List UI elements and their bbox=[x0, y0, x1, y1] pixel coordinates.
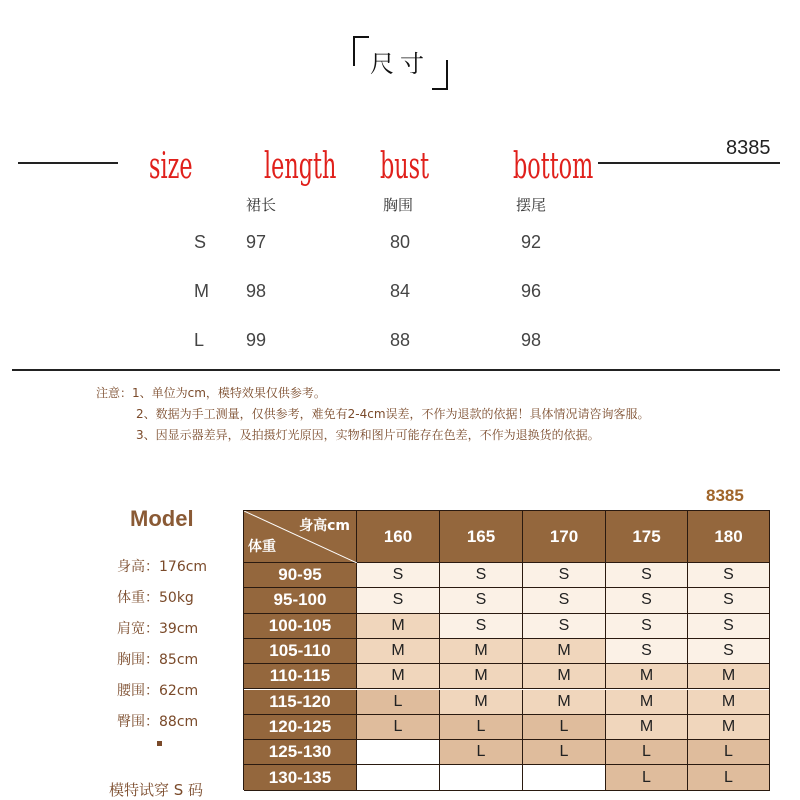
fit-size-cell: M bbox=[606, 664, 688, 689]
model-stat: 腰围：62cm bbox=[117, 683, 199, 699]
row-size: L bbox=[194, 330, 205, 350]
fit-size-cell: L bbox=[606, 740, 688, 765]
fit-size-cell: L bbox=[606, 765, 688, 790]
fit-size-cell: S bbox=[523, 614, 606, 639]
fit-size-cell bbox=[357, 740, 440, 765]
row-bottom: 92 bbox=[521, 232, 542, 252]
fit-size-cell: S bbox=[357, 588, 440, 613]
fit-size-cell: M bbox=[523, 690, 606, 715]
fit-size-cell: M bbox=[357, 639, 440, 664]
model-title: Model bbox=[130, 506, 194, 531]
fit-size-cell: S bbox=[606, 614, 688, 639]
weight-header: 120-125 bbox=[244, 715, 357, 740]
row-bust: 84 bbox=[390, 281, 411, 301]
row-size: M bbox=[194, 281, 209, 301]
fit-size-cell: L bbox=[523, 740, 606, 765]
model-try-on: 模特试穿 S 码 bbox=[109, 781, 204, 799]
fit-size-cell: M bbox=[440, 690, 523, 715]
model-stat: 身高：176cm bbox=[117, 559, 208, 575]
row-size: S bbox=[194, 232, 207, 252]
fit-size-cell: M bbox=[440, 639, 523, 664]
weight-header: 125-130 bbox=[244, 740, 357, 765]
divider-right bbox=[598, 162, 780, 164]
product-code-bottom: 8385 bbox=[706, 486, 744, 505]
fit-size-cell: M bbox=[440, 664, 523, 689]
fit-size-cell: S bbox=[523, 588, 606, 613]
model-stat: 胸围：85cm bbox=[117, 652, 199, 668]
model-stat: 肩宽：39cm bbox=[117, 621, 199, 637]
fit-size-cell: L bbox=[688, 765, 770, 790]
fit-size-cell: S bbox=[606, 639, 688, 664]
model-stat: 体重：50kg bbox=[117, 590, 194, 606]
fit-size-cell: S bbox=[688, 614, 770, 639]
fit-size-cell: M bbox=[357, 664, 440, 689]
row-bottom: 96 bbox=[521, 281, 542, 301]
fit-size-cell: L bbox=[357, 715, 440, 740]
fit-size-cell: M bbox=[523, 639, 606, 664]
weight-header: 105-110 bbox=[244, 639, 357, 664]
weight-header: 90-95 bbox=[244, 563, 357, 588]
fit-size-cell bbox=[523, 765, 606, 790]
page-title: 尺寸 bbox=[370, 50, 430, 78]
height-header: 165 bbox=[440, 511, 523, 563]
header-bust: bust bbox=[380, 146, 430, 187]
fit-size-cell: M bbox=[357, 614, 440, 639]
row-bust: 80 bbox=[390, 232, 411, 252]
corner-weight-label: 体重 bbox=[248, 539, 276, 555]
row-length: 99 bbox=[246, 330, 267, 350]
measurement-notes bbox=[96, 383, 650, 446]
weight-header: 95-100 bbox=[244, 588, 357, 613]
product-code-top: 8385 bbox=[726, 137, 771, 159]
fit-size-cell: M bbox=[606, 690, 688, 715]
header-size: size bbox=[149, 146, 193, 187]
weight-header: 100-105 bbox=[244, 614, 357, 639]
model-stats bbox=[117, 556, 207, 742]
row-bust: 88 bbox=[390, 330, 411, 350]
fit-size-cell: S bbox=[688, 588, 770, 613]
fit-size-cell: S bbox=[523, 563, 606, 588]
bullet-dot bbox=[157, 741, 162, 746]
height-header: 180 bbox=[688, 511, 770, 563]
size-fit-grid bbox=[243, 510, 770, 790]
table-bottom-divider bbox=[12, 369, 780, 371]
header-bottom: bottom bbox=[513, 146, 594, 187]
fit-size-cell: S bbox=[440, 614, 523, 639]
fit-size-cell: S bbox=[606, 588, 688, 613]
fit-size-cell: M bbox=[688, 690, 770, 715]
title-bracket-right bbox=[432, 60, 448, 90]
fit-size-cell: L bbox=[523, 715, 606, 740]
fit-size-cell: L bbox=[440, 740, 523, 765]
fit-size-cell: M bbox=[688, 715, 770, 740]
fit-size-cell: L bbox=[440, 715, 523, 740]
fit-size-cell bbox=[440, 765, 523, 790]
height-header: 175 bbox=[606, 511, 688, 563]
fit-size-cell: L bbox=[688, 740, 770, 765]
header-length: length bbox=[264, 146, 337, 187]
fit-size-cell: S bbox=[440, 588, 523, 613]
fit-size-cell bbox=[357, 765, 440, 790]
height-header: 160 bbox=[357, 511, 440, 563]
corner-height-label: 身高cm bbox=[299, 518, 350, 534]
row-length: 98 bbox=[246, 281, 267, 301]
grid-corner-header bbox=[244, 511, 357, 563]
height-header: 170 bbox=[523, 511, 606, 563]
fit-size-cell: M bbox=[688, 664, 770, 689]
fit-size-cell: S bbox=[606, 563, 688, 588]
fit-size-cell: M bbox=[606, 715, 688, 740]
note-line: 2、数据为手工测量，仅供参考，难免有2-4cm误差，不作为退款的依据！具体情况请咨询客服。 bbox=[136, 407, 650, 421]
header-length-cn: 裙长 bbox=[246, 196, 277, 214]
note-line: 注意：1、单位为cm，模特效果仅供参考。 bbox=[96, 386, 326, 400]
weight-header: 130-135 bbox=[244, 765, 357, 790]
header-bottom-cn: 摆尾 bbox=[516, 196, 547, 214]
fit-size-cell: L bbox=[357, 690, 440, 715]
weight-header: 110-115 bbox=[244, 664, 357, 689]
fit-size-cell: S bbox=[688, 639, 770, 664]
fit-size-cell: S bbox=[357, 563, 440, 588]
model-stat: 臀围：88cm bbox=[117, 714, 199, 730]
fit-size-cell: S bbox=[440, 563, 523, 588]
weight-header: 115-120 bbox=[244, 690, 357, 715]
divider-left bbox=[18, 162, 118, 164]
fit-size-cell: S bbox=[688, 563, 770, 588]
row-bottom: 98 bbox=[521, 330, 542, 350]
note-line: 3、因显示器差异，及拍摄灯光原因，实物和图片可能存在色差，不作为退换货的依据。 bbox=[136, 428, 600, 442]
header-bust-cn: 胸围 bbox=[383, 196, 414, 214]
fit-size-cell: M bbox=[523, 664, 606, 689]
row-length: 97 bbox=[246, 232, 267, 252]
